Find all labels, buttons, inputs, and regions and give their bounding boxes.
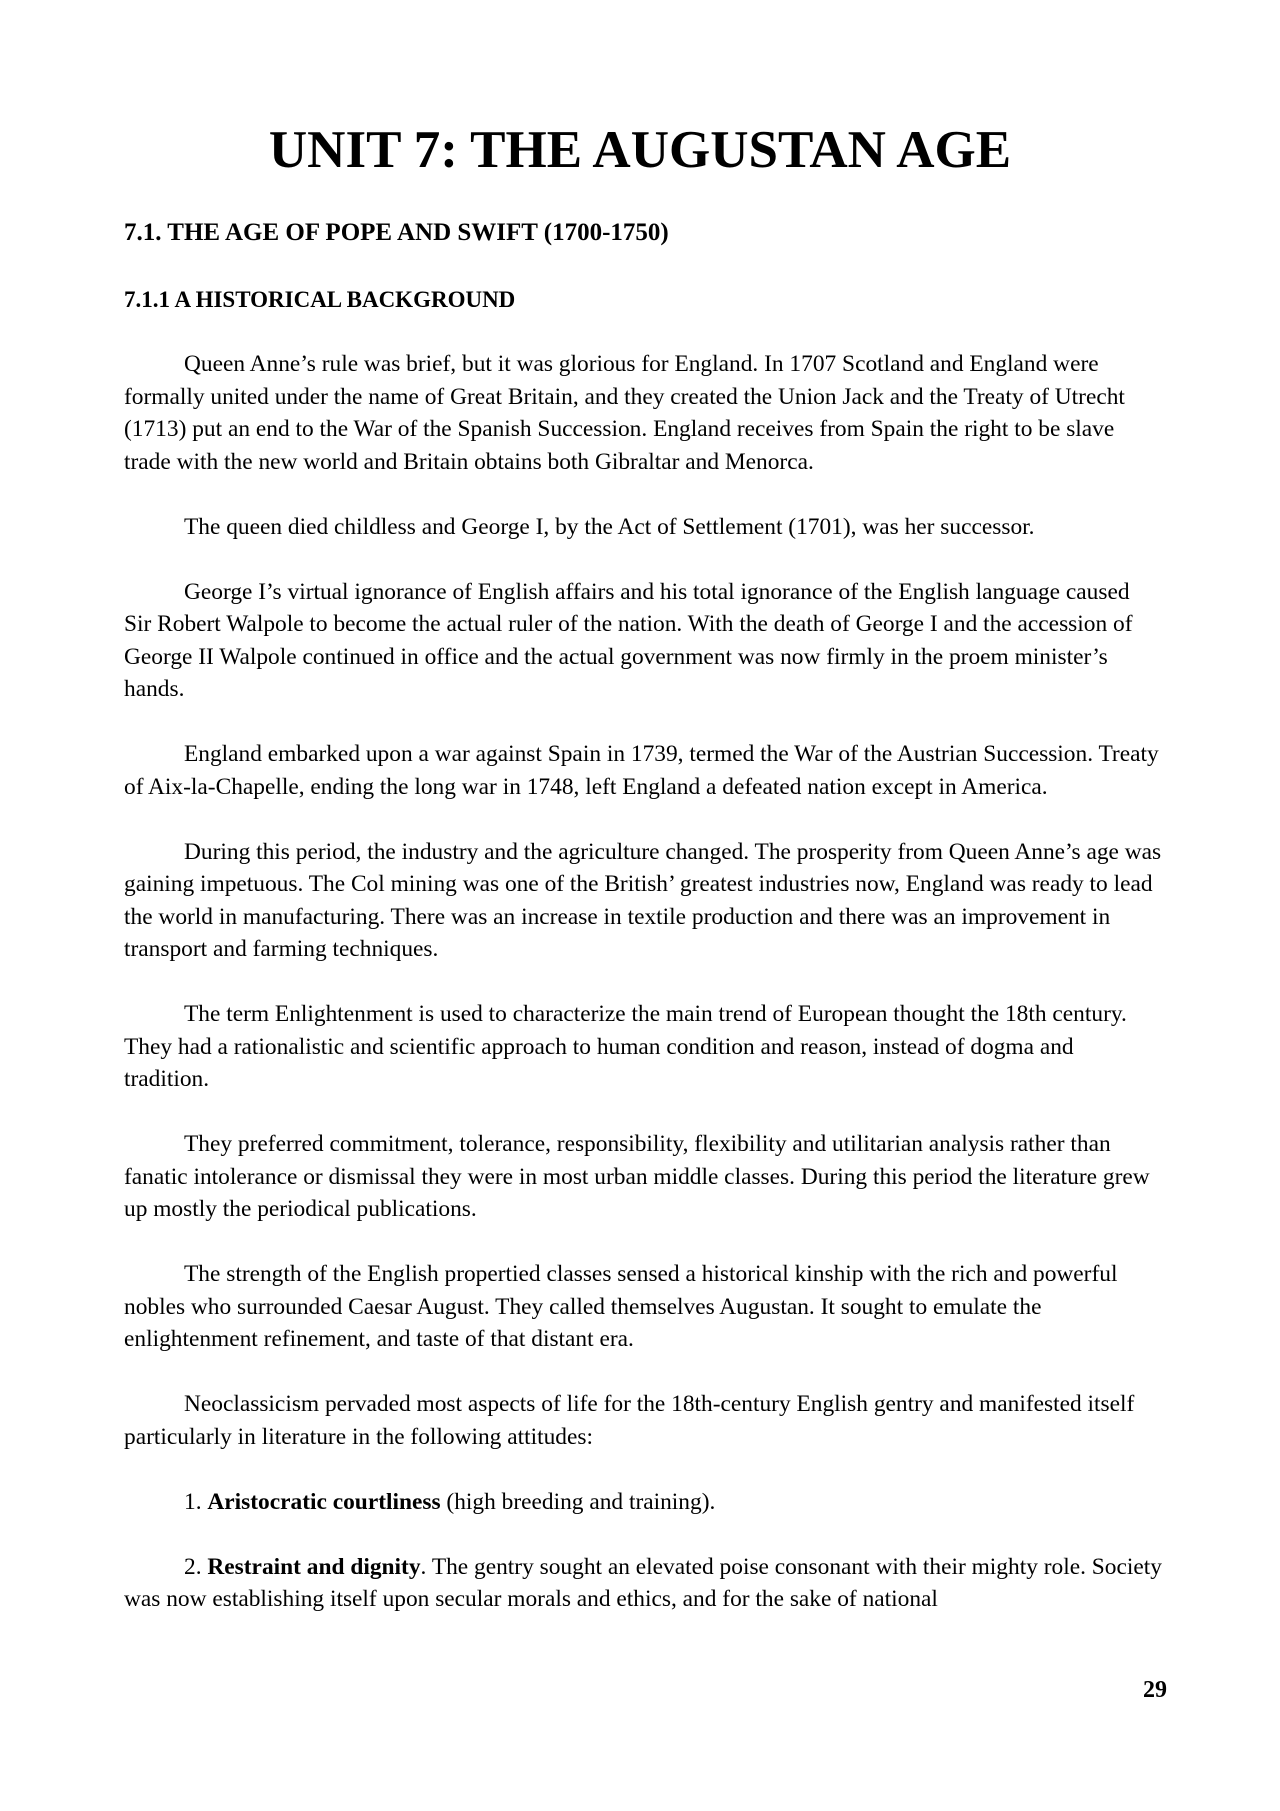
list-item-restraint-dignity — [124, 1551, 1162, 1616]
paragraph-commitment: They preferred commitment, tolerance, responsibility, flexibility and utilitarian analysis rather than fanatic intolerance or dismissal they were in most urban middle classes. During this period the literature grew up mostly the periodical publications. — [124, 1131, 1150, 1222]
paragraph-augustan: The strength of the English propertied classes sensed a historical kinship with the rich and powerful nobles who surrounded Caesar August. They called themselves Augustan. It sought to emulate the enlightenment refinement, and taste of that distant era. — [124, 1261, 1118, 1352]
list-item-description: (high breeding and training). — [440, 1488, 716, 1515]
list-item-term: Aristocratic courtliness — [207, 1488, 441, 1515]
list-item-term: Restraint and dignity — [207, 1553, 421, 1580]
paragraph-neoclassicism: Neoclassicism pervaded most aspects of life for the 18th-century English gentry and manifested itself particularly in literature in the following attitudes: — [124, 1391, 1135, 1450]
list-item-number: 2. — [184, 1553, 208, 1580]
body-text — [124, 348, 1162, 1616]
paragraph-queen-died: The queen died childless and George I, by the Act of Settlement (1701), was her successor. — [184, 513, 1035, 540]
list-item-aristocratic-courtliness — [124, 1486, 1162, 1519]
subsection-heading: 7.1.1 A HISTORICAL BACKGROUND — [124, 287, 516, 312]
list-item-number: 1. — [184, 1488, 208, 1515]
paragraph-queen-anne: Queen Anne’s rule was brief, but it was glorious for England. In 1707 Scotland and England were formally united under the name of Great Britain, and they created the Union Jack and the Treaty of Utrecht (1713) put an end to the War of the Spanish Succession. England receives from Spain the right to be slave trade with the new world and Britain obtains both Gibraltar and Menorca. — [124, 351, 1125, 475]
paragraph-george-i: George I’s virtual ignorance of English affairs and his total ignorance of the English language caused Sir Robert Walpole to become the actual ruler of the nation. With the death of George I and the accession of George II Walpole continued in office and the actual government was now firmly in the proem minister’s hands. — [124, 578, 1133, 702]
section-heading: 7.1. THE AGE OF POPE AND SWIFT (1700-1750) — [124, 219, 669, 246]
paragraph-industry: During this period, the industry and the agriculture changed. The prosperity from Queen Anne’s age was gaining impetuous. The Col mining was one of the British’ greatest industries now, England was ready to lead the world in manufacturing. There was an increase in textile production and there was an improvement in transport and farming techniques. — [124, 838, 1162, 962]
paragraph-enlightenment: The term Enlightenment is used to characterize the main trend of European thought the 18th century. They had a rationalistic and scientific approach to human condition and reason, instead of dogma and tradition. — [124, 1001, 1127, 1092]
unit-title: UNIT 7: THE AUGUSTAN AGE — [268, 121, 1012, 179]
paragraph-war-spain: England embarked upon a war against Spain in 1739, termed the War of the Austrian Succession. Treaty of Aix-la-Chapelle, ending the long war in 1748, left England a defeated nation except in America. — [124, 741, 1159, 800]
list-item-description: . The gentry sought an elevated poise consonant with their mighty role. Society was now establishing itself upon secular morals and ethics, and for the sake of national — [124, 1553, 1162, 1612]
page-number: 29 — [1143, 1677, 1167, 1703]
